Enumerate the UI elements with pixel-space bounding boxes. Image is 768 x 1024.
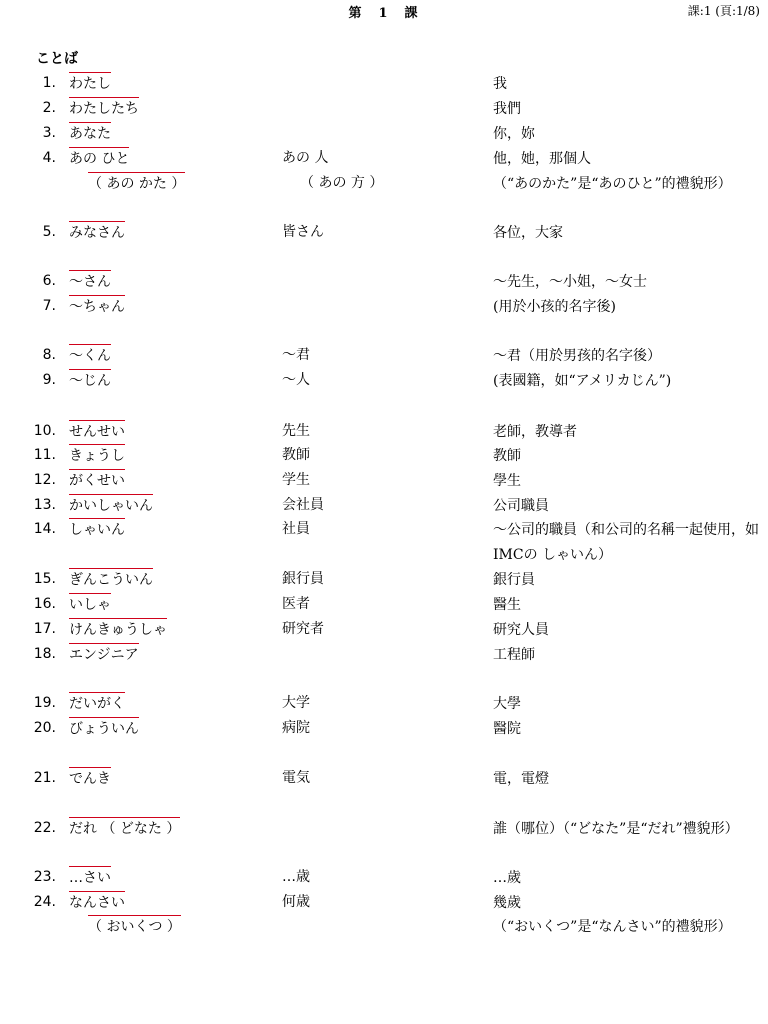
vocab-number: 24. xyxy=(33,894,56,910)
vocab-number: 18. xyxy=(33,646,56,662)
vocab-row xyxy=(0,369,768,393)
section-title: ことば xyxy=(36,51,78,67)
vocab-number: 7. xyxy=(42,298,56,314)
lesson-title: 第 1 課 xyxy=(348,6,420,21)
vocab-number: 22. xyxy=(33,820,56,836)
vocab-row xyxy=(0,717,768,741)
vocab-kanji: ～人 xyxy=(282,372,310,388)
vocab-kanji: …歳 xyxy=(282,869,310,885)
vocab-kana: ～くん xyxy=(69,344,111,367)
vocab-kana: でんき xyxy=(69,767,111,790)
vocab-meaning: 公司職員 xyxy=(493,498,549,514)
vocab-kanji: あの 人 xyxy=(282,150,329,166)
vocab-meaning: (用於小孩的名字後) xyxy=(493,299,616,315)
vocab-number: 14. xyxy=(33,521,56,537)
vocab-kana: （ おいくつ ） xyxy=(88,915,181,938)
vocab-number: 8. xyxy=(42,347,56,363)
vocab-kana: なんさい xyxy=(69,891,125,914)
vocab-row xyxy=(0,692,768,716)
vocab-kana: みなさん xyxy=(69,221,125,244)
vocab-kana: がくせい xyxy=(69,469,125,492)
vocab-meaning: 學生 xyxy=(493,473,521,489)
vocab-row xyxy=(0,643,768,667)
vocab-number: 4. xyxy=(42,150,56,166)
vocab-kana: （ あの かた ） xyxy=(88,172,185,195)
vocab-meaning: ～先生，～小姐，～女士 xyxy=(493,274,647,290)
vocab-row xyxy=(0,295,768,319)
vocab-kana: ～じん xyxy=(69,369,111,392)
vocab-kana: ～さん xyxy=(69,270,111,293)
vocab-meaning: 他，她，那個人 xyxy=(493,151,591,167)
vocab-meaning: 工程師 xyxy=(493,647,535,663)
vocab-kana: きょうし xyxy=(69,444,125,467)
vocab-meaning: 各位，大家 xyxy=(493,225,563,241)
vocab-kana: わたしたち xyxy=(69,97,139,120)
vocab-kana: だれ （ どなた ） xyxy=(69,817,180,840)
vocab-meaning: 幾歲 xyxy=(493,895,521,911)
vocab-meaning: 銀行員 xyxy=(493,572,535,588)
vocab-kanji: 学生 xyxy=(282,472,310,488)
vocab-number: 17. xyxy=(33,621,56,637)
vocab-row xyxy=(0,915,768,939)
vocab-number: 1. xyxy=(42,75,56,91)
vocab-row xyxy=(0,767,768,791)
vocab-row xyxy=(0,97,768,121)
vocab-row xyxy=(0,72,768,96)
vocab-number: 12. xyxy=(33,472,56,488)
vocab-row xyxy=(0,568,768,592)
vocab-row xyxy=(0,221,768,245)
vocab-row xyxy=(0,122,768,146)
vocab-row xyxy=(0,344,768,368)
vocab-number: 2. xyxy=(42,100,56,116)
vocab-kana: あなた xyxy=(69,122,111,145)
vocab-meaning: 電，電燈 xyxy=(493,771,549,787)
vocab-number: 11. xyxy=(33,447,56,463)
vocab-meaning: 誰（哪位）（“どなた”是“だれ”禮貌形） xyxy=(493,821,739,837)
vocab-meaning: ～君（用於男孩的名字後） xyxy=(493,348,661,364)
vocab-meaning: ～公司的職員（和公司的名稱一起使用，如IMCの しゃいん） xyxy=(493,522,759,563)
vocab-meaning: …歲 xyxy=(493,870,521,886)
vocab-kanji: （ あの 方 ） xyxy=(300,175,384,191)
vocab-kanji: 電気 xyxy=(282,770,310,786)
vocab-meaning: 醫生 xyxy=(493,597,521,613)
vocab-row xyxy=(0,891,768,915)
vocab-row xyxy=(0,270,768,294)
vocab-kana: せんせい xyxy=(69,420,125,443)
vocab-kana: びょういん xyxy=(69,717,139,740)
vocab-kanji: 銀行員 xyxy=(282,571,324,587)
vocab-kana: だいがく xyxy=(69,692,125,715)
vocab-kana: いしゃ xyxy=(69,593,111,616)
vocab-row xyxy=(0,494,768,518)
vocab-number: 13. xyxy=(33,497,56,513)
vocab-meaning: （“おいくつ”是“なんさい”的禮貌形） xyxy=(493,919,732,935)
vocab-meaning: （“あのかた”是“あのひと”的禮貌形） xyxy=(493,176,732,192)
page-indicator: 課:1 (頁:1/8) xyxy=(687,4,760,18)
vocab-kana: …さい xyxy=(69,866,111,889)
vocab-kana: けんきゅうしゃ xyxy=(69,618,167,641)
vocab-row xyxy=(0,618,768,642)
vocab-kana: かいしゃいん xyxy=(69,494,153,517)
vocab-kana: しゃいん xyxy=(69,518,125,541)
vocab-row xyxy=(0,147,768,171)
vocab-kana: あの ひと xyxy=(69,147,129,170)
vocab-number: 3. xyxy=(42,125,56,141)
vocab-meaning: 你，妳 xyxy=(493,126,535,142)
vocab-number: 23. xyxy=(33,869,56,885)
vocab-row xyxy=(0,817,768,841)
vocab-number: 15. xyxy=(33,571,56,587)
vocab-row xyxy=(0,420,768,444)
vocab-number: 5. xyxy=(42,224,56,240)
vocab-kana: わたし xyxy=(69,72,111,95)
vocab-kanji: 会社員 xyxy=(282,497,324,513)
vocab-kana: エンジニア xyxy=(69,643,139,666)
vocab-kanji: ～君 xyxy=(282,347,310,363)
vocab-row xyxy=(0,172,768,196)
vocab-meaning: (表國籍，如“アメリカじん”) xyxy=(493,373,672,389)
vocab-row xyxy=(0,518,768,563)
vocab-kanji: 皆さん xyxy=(282,224,324,240)
vocab-meaning: 教師 xyxy=(493,448,521,464)
vocab-meaning: 老師，教導者 xyxy=(493,424,577,440)
vocab-kanji: 病院 xyxy=(282,720,310,736)
vocab-meaning: 研究人員 xyxy=(493,622,549,638)
vocab-kanji: 医者 xyxy=(282,596,310,612)
vocab-row xyxy=(0,444,768,468)
vocab-kanji: 社員 xyxy=(282,521,310,537)
vocab-kanji: 研究者 xyxy=(282,621,324,637)
vocab-number: 21. xyxy=(33,770,56,786)
vocab-number: 20. xyxy=(33,720,56,736)
vocab-row xyxy=(0,866,768,890)
vocab-kanji: 教師 xyxy=(282,447,310,463)
vocab-number: 19. xyxy=(33,695,56,711)
vocab-number: 16. xyxy=(33,596,56,612)
vocab-kanji: 大学 xyxy=(282,695,310,711)
vocab-kanji: 何歳 xyxy=(282,894,310,910)
vocab-meaning: 醫院 xyxy=(493,721,521,737)
vocab-number: 6. xyxy=(42,273,56,289)
vocab-row xyxy=(0,469,768,493)
vocab-kana: ぎんこういん xyxy=(69,568,153,591)
vocab-meaning: 大學 xyxy=(493,696,521,712)
vocab-kana: ～ちゃん xyxy=(69,295,125,318)
vocab-meaning: 我 xyxy=(493,76,507,92)
vocab-meaning: 我們 xyxy=(493,101,521,117)
vocab-row xyxy=(0,593,768,617)
vocab-number: 9. xyxy=(42,372,56,388)
vocab-kanji: 先生 xyxy=(282,423,310,439)
vocab-number: 10. xyxy=(33,423,56,439)
